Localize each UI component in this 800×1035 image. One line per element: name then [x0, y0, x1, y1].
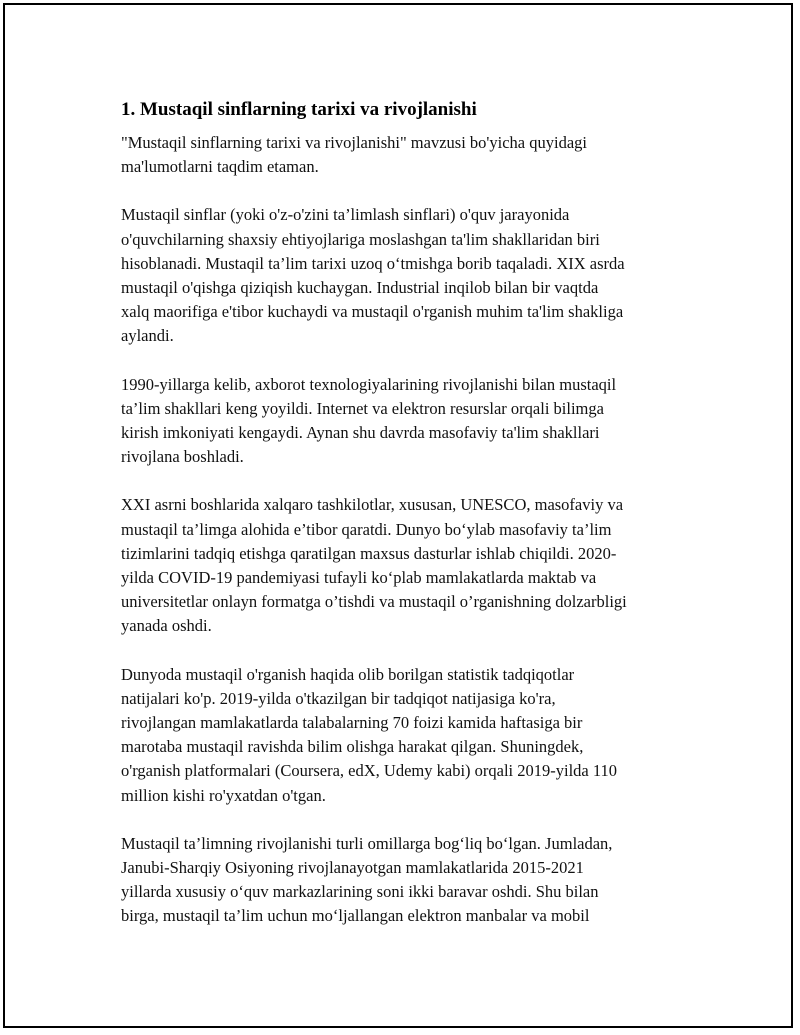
paragraph-statistics: [121, 663, 691, 808]
text-line: natijalari ko'p. 2019-yilda o'tkazilgan bir tadqiqot natijasiga ko'ra,: [121, 688, 556, 708]
text-line: "Mustaqil sinflarning tarixi va rivojlanishi" mavzusi bo'yicha quyidagi: [121, 133, 587, 152]
paragraph-21st-century: [121, 493, 691, 638]
text-line: 1990-yillarga kelib, axborot texnologiyalarining rivojlanishi bilan mustaqil: [121, 374, 617, 394]
text-line: yanada oshdi.: [121, 616, 212, 636]
text-line: yilda COVID-19 pandemiyasi tufayli ko‘plab mamlakatlarda maktab va: [121, 568, 597, 588]
text-line: rivojlangan mamlakatlarda talabalarning 70 foizi kamida haftasiga bir: [121, 713, 583, 733]
text-line: aylandi.: [121, 326, 174, 346]
text-line: Mustaqil ta’limning rivojlanishi turli omillarga bog‘liq bo‘lgan. Jumladan,: [121, 833, 613, 853]
text-line: Janubi-Sharqiy Osiyoning rivojlanayotgan mamlakatlarida 2015-2021: [121, 858, 584, 878]
text-line: Dunyoda mustaqil o'rganish haqida olib borilgan statistik tadqiqotlar: [121, 664, 575, 684]
text-line: universitetlar onlayn formatga o’tishdi va mustaqil o’rganishning dolzarbligi: [121, 592, 627, 612]
text-line: o'quvchilarning shaxsiy ehtiyojlariga moslashgan ta'lim shakllaridan biri: [121, 229, 600, 249]
section-heading: 1. Mustaqil sinflarning tarixi va rivojlanishi: [121, 99, 477, 120]
text-line: ta’lim shakllari keng yoyildi. Internet va elektron resurslar orqali bilimga: [121, 398, 604, 418]
paragraph-1990s: [121, 373, 691, 470]
text-line: Mustaqil sinflar (yoki o'z-o'zini ta’limlash sinflari) o'quv jarayonida: [121, 205, 570, 225]
text-line: million kishi ro'yxatdan o'tgan.: [121, 785, 326, 805]
text-line: xalq maorifiga e'tibor kuchaydi va mustaqil o'rganish muhim ta'lim shakliga: [121, 302, 624, 322]
document-content: [121, 97, 691, 953]
paragraph-intro: [121, 131, 691, 179]
paragraph-definition: [121, 203, 691, 348]
text-line: o'rganish platformalari (Coursera, edX, Udemy kabi) orqali 2019-yilda 110: [121, 761, 618, 781]
text-line: mustaqil o'qishga qiziqish kuchaygan. Industrial inqilob bilan bir vaqtda: [121, 278, 599, 298]
text-line: birga, mustaqil ta’lim uchun mo‘ljallangan elektron manbalar va mobil: [121, 906, 590, 926]
text-line: marotaba mustaqil ravishda bilim olishga harakat qilgan. Shuningdek,: [121, 737, 584, 757]
paragraph-factors: [121, 832, 691, 929]
text-line: XXI asrni boshlarida xalqaro tashkilotlar, xususan, UNESCO, masofaviy va: [121, 495, 624, 515]
text-line: yillarda xususiy o‘quv markazlarining soni ikki baravar oshdi. Shu bilan: [121, 882, 599, 902]
text-line: hisoblanadi. Mustaqil ta’lim tarixi uzoq o‘tmishga borib taqaladi. XIX asrda: [121, 253, 625, 273]
text-line: ma'lumotlarni taqdim etaman.: [121, 157, 319, 177]
text-line: kirish imkoniyati kengaydi. Aynan shu davrda masofaviy ta'lim shakllari: [121, 423, 600, 443]
document-page: [3, 3, 793, 1028]
text-line: mustaqil ta’limga alohida e’tibor qaratdi. Dunyo bo‘ylab masofaviy ta’lim: [121, 519, 612, 539]
text-line: tizimlarini tadqiq etishga qaratilgan maxsus dasturlar ishlab chiqildi. 2020-: [121, 543, 617, 563]
text-line: rivojlana boshladi.: [121, 447, 244, 467]
